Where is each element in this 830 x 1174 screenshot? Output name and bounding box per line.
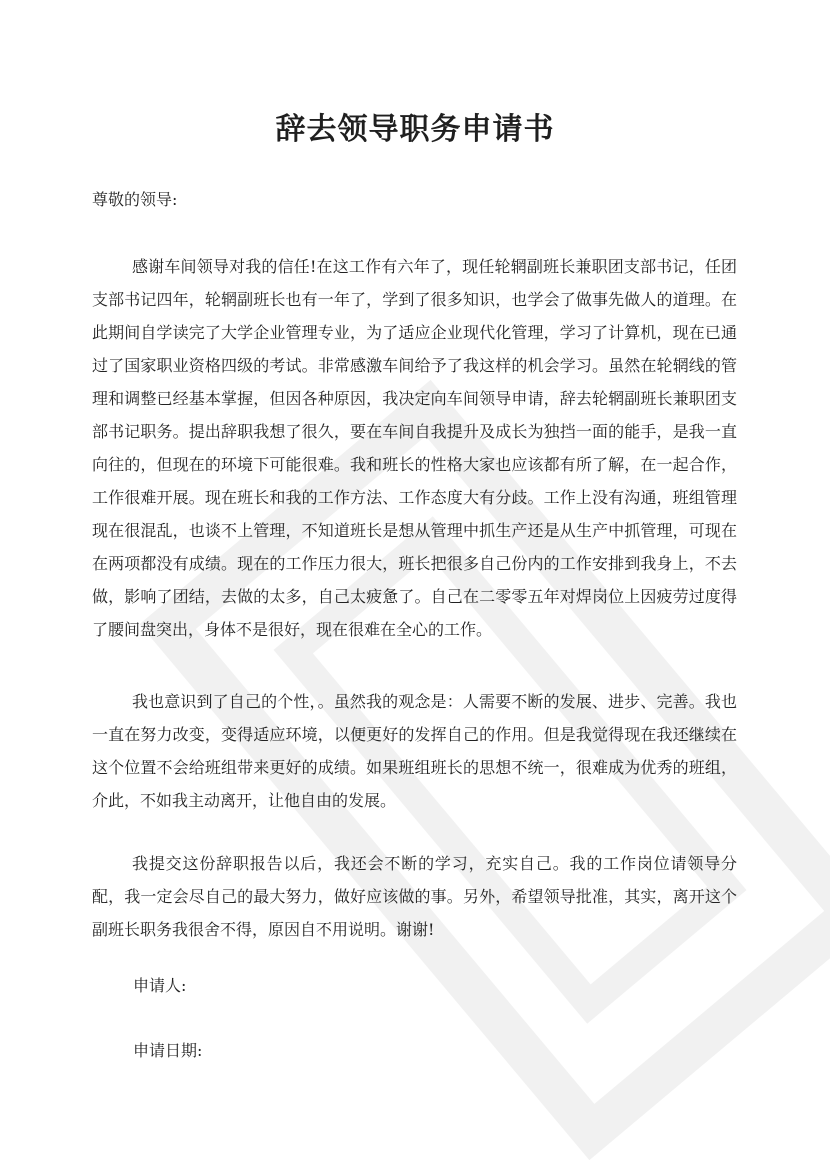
body-paragraph-3: 我提交这份辞职报告以后，我还会不断的学习，充实自己。我的工作岗位请领导分配，我一定会尽自己的最大努力，做好应该做的事。另外，希望领导批准，其实，离开这个副班长职务我很舍不得，原因自不用说明。谢谢! xyxy=(92,854,737,939)
body-paragraph-2: 我也意识到了自己的个性，。虽然我的观念是：人需要不断的发展、进步、完善。我也一直在努力改变，变得适应环境，以便更好的发挥自己的作用。但是我觉得现在我还继续在这个位置不会给班组带来更好的成绩。如果班组班长的思想不统一，很难成为优秀的班组，介此，不如我主动离开，让他自由的发展。 xyxy=(92,692,737,810)
body-paragraph-1: 感谢车间领导对我的信任!在这工作有六年了，现任轮辋副班长兼职团支部书记，任团支部书记四年，轮辋副班长也有一年了，学到了很多知识，也学会了做事先做人的道理。在此期间自学读完了大学企业管理专业，为了适应企业现代化管理，学习了计算机，现在已通过了国家职业资格四级的考试。非常感激车间给予了我这样的机会学习。虽然在轮辋线的管理和调整已经基本掌握，但因各种原因，我决定向车间领导申请，辞去轮辋副班长兼职团支部书记职务。提出辞职我想了很久，要在车间自我提升及成长为独挡一面的能手，是我一直向往的，但现在的环境下可能很难。我和班长的性格大家也应该都有所了解，在一起合作，工作很难开展。现在班长和我的工作方法、工作态度大有分歧。工作上没有沟通，班组管理现在很混乱，也谈不上管理，不知道班长是想从管理中抓生产还是从生产中抓管理，可现在在两项都没有成绩。现在的工作压力很大，班长把很多自己份内的工作安排到我身上，不去做，影响了团结，去做的太多，自己太疲惫了。自己在二零零五年对焊岗位上因疲劳过度得了腰间盘突出，身体不是很好，现在很难在全心的工作。 xyxy=(92,257,737,639)
salutation: 尊敬的领导: xyxy=(92,190,178,209)
page-title: 辞去领导职务申请书 xyxy=(275,112,555,147)
date-label: 申请日期: xyxy=(133,1041,203,1060)
applicant-label: 申请人: xyxy=(133,976,187,995)
